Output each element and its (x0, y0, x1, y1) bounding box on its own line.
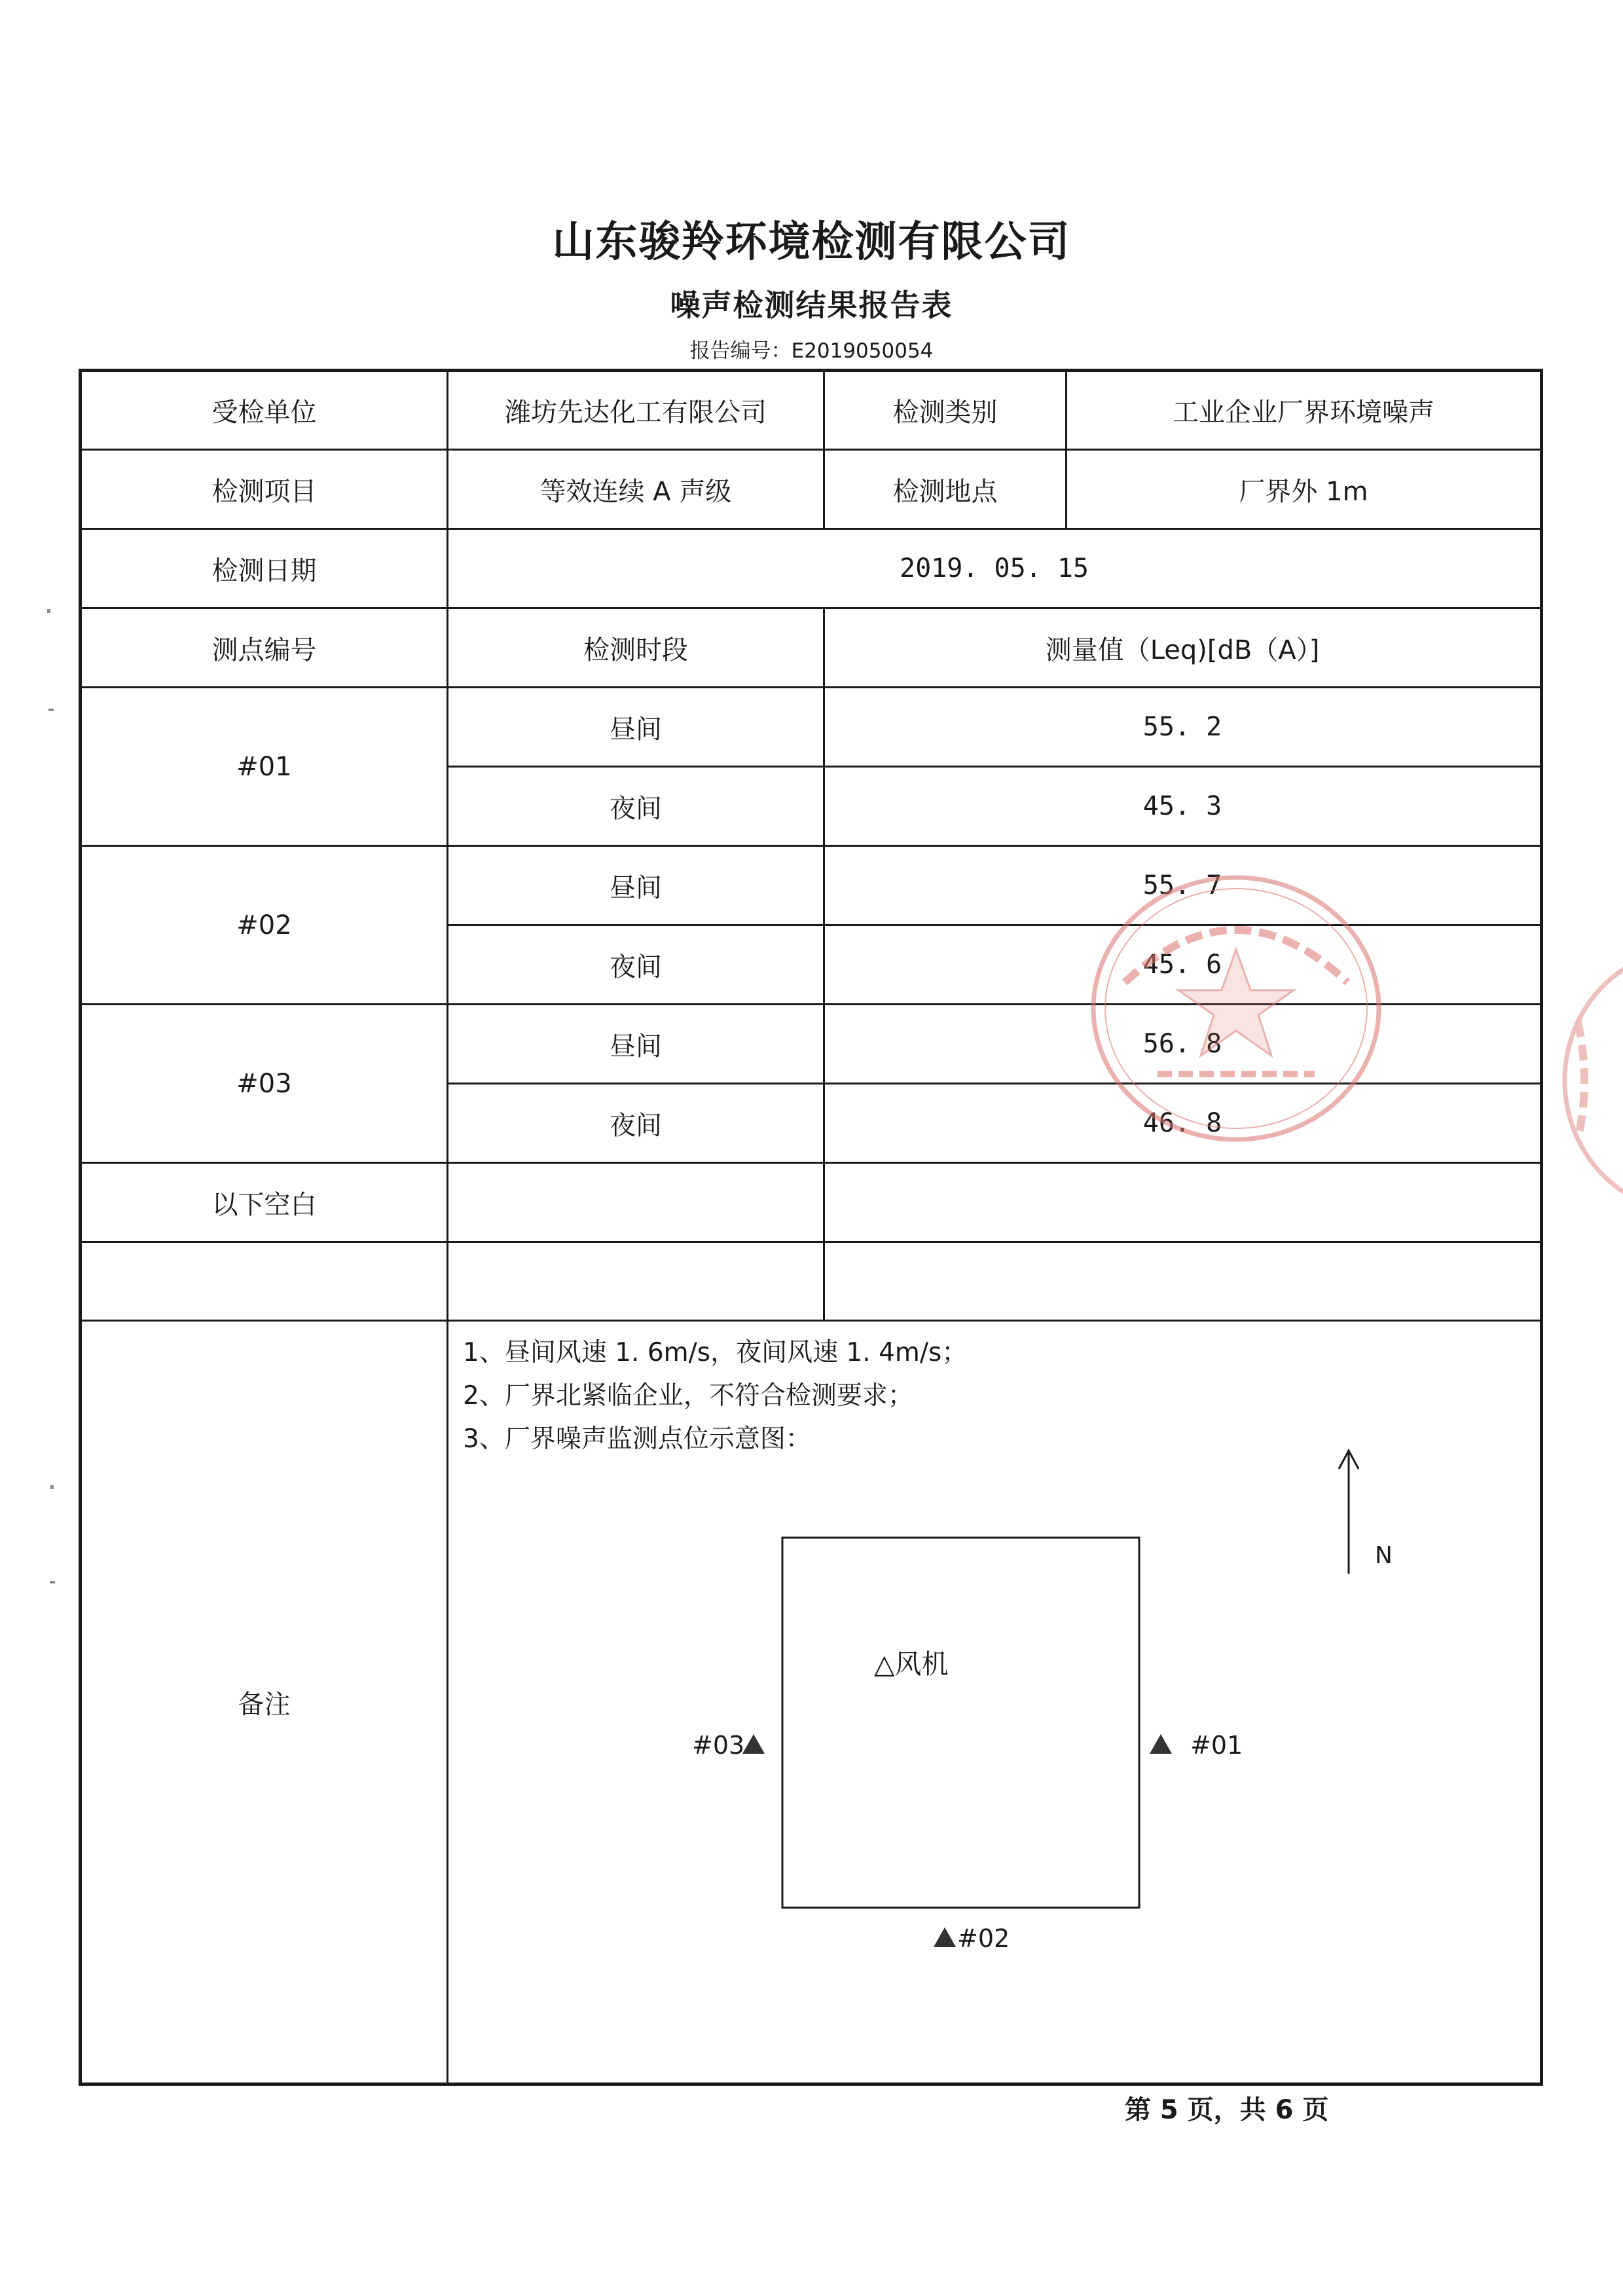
note-line-1: 1、昼间风速 1. 6m/s，夜间风速 1. 4m/s； (463, 1338, 968, 1367)
item-value: 等效连续 A 声级 (448, 450, 824, 529)
measured-value: 55. 7 (824, 846, 1542, 925)
report-title: 噪声检测结果报告表 (670, 287, 953, 323)
edge-stamp-icon (1552, 943, 1623, 1218)
blank-cell (448, 1242, 824, 1321)
location-value: 厂界外 1m (1067, 450, 1542, 529)
measured-value: 56. 8 (824, 1005, 1542, 1084)
period-label: 昼间 (448, 688, 824, 767)
note-line-2: 2、厂界北紧临企业，不符合检测要求； (463, 1381, 913, 1411)
scan-mark (50, 1485, 54, 1489)
blank-cell (81, 1242, 448, 1321)
scan-mark (48, 709, 54, 711)
period-label: 夜间 (448, 1084, 824, 1163)
notes-content (448, 1322, 1540, 2083)
point-01-label: #01 (1190, 1731, 1243, 1760)
measured-value: 46. 8 (824, 1084, 1542, 1163)
row-result-header (81, 608, 1542, 688)
date-label: 检测日期 (81, 529, 448, 608)
point-03-label: #03 (692, 1731, 745, 1760)
scan-mark (50, 1581, 55, 1583)
north-arrow-icon (1339, 1451, 1359, 1574)
row-unit (81, 371, 1542, 450)
report-number-label: 报告编号： (689, 339, 792, 363)
notes-label: 备注 (81, 1321, 448, 2084)
report-number: E2019050054 (791, 339, 934, 363)
unit-value: 潍坊先达化工有限公司 (448, 371, 824, 450)
point-03-marker-icon (742, 1734, 765, 1754)
row-date (81, 529, 1542, 608)
point-id: #03 (81, 1005, 448, 1163)
north-label: N (1375, 1542, 1393, 1569)
blank-label: 以下空白 (81, 1163, 448, 1242)
notes-cell (448, 1321, 1542, 2084)
row-notes (81, 1321, 1542, 2084)
period-label: 昼间 (448, 846, 824, 925)
report-number-line (0, 334, 1623, 363)
col-value-header: 测量值（Leq)[dB（A）] (824, 608, 1542, 688)
measured-value: 45. 3 (824, 767, 1542, 846)
point-02-label: #02 (957, 1924, 1010, 1953)
col-period-header: 检测时段 (448, 608, 824, 688)
measured-value: 45. 6 (824, 925, 1542, 1005)
location-label: 检测地点 (824, 450, 1067, 529)
plant-boundary (782, 1538, 1139, 1908)
note-line-3: 3、厂界噪声监测点位示意图： (463, 1424, 811, 1454)
fan-label: △风机 (874, 1648, 949, 1680)
point-id: #02 (81, 846, 448, 1005)
noise-result-table (79, 369, 1543, 2086)
table-row (81, 1005, 1542, 1084)
row-blank-label (81, 1163, 1542, 1242)
col-point-header: 测点编号 (81, 608, 448, 688)
table-row (81, 846, 1542, 925)
company-name: 山东骏羚环境检测有限公司 (552, 218, 1071, 267)
period-label: 夜间 (448, 925, 824, 1005)
date-value: 2019. 05. 15 (448, 529, 1542, 608)
category-value: 工业企业厂界环境噪声 (1067, 371, 1542, 450)
item-label: 检测项目 (81, 450, 448, 529)
period-label: 昼间 (448, 1005, 824, 1084)
scan-mark (47, 609, 50, 613)
row-blank (81, 1242, 1542, 1321)
unit-label: 受检单位 (81, 371, 448, 450)
blank-cell (824, 1163, 1542, 1242)
point-02-marker-icon (934, 1927, 956, 1947)
row-item (81, 450, 1542, 529)
period-label: 夜间 (448, 767, 824, 846)
page-number: 第 5 页，共 6 页 (1125, 2095, 1329, 2125)
point-id: #01 (81, 688, 448, 846)
category-label: 检测类别 (824, 371, 1067, 450)
blank-cell (824, 1242, 1542, 1321)
table-row (81, 688, 1542, 767)
blank-cell (448, 1163, 824, 1242)
monitoring-point-diagram (448, 1322, 1542, 2084)
measured-value: 55. 2 (824, 688, 1542, 767)
point-01-marker-icon (1150, 1734, 1172, 1754)
